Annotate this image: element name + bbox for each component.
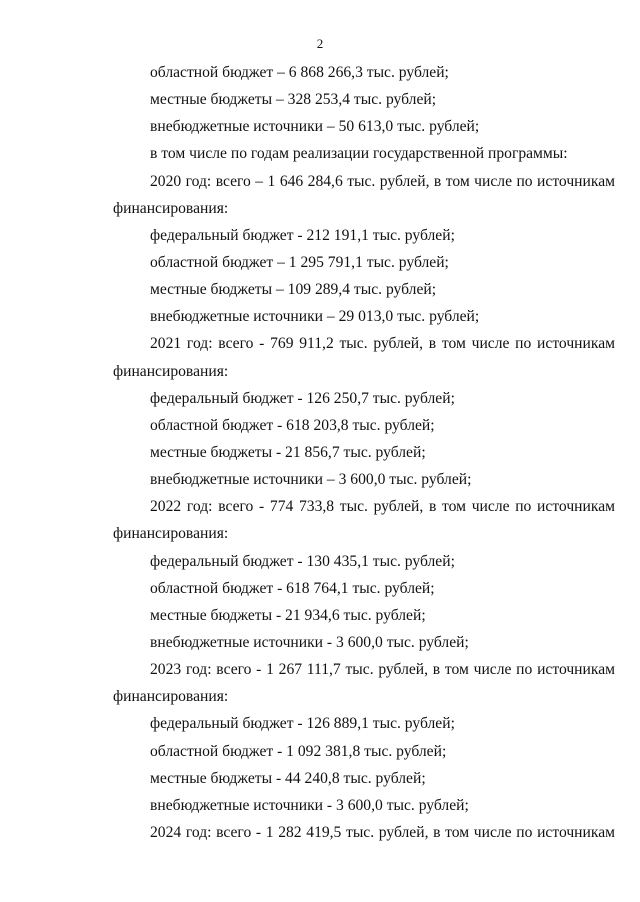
text-line-continuation: финансирования: [113, 362, 229, 380]
text-line: федеральный бюджет - 130 435,1 тыс. рублей; [150, 552, 455, 570]
text-line: местные бюджеты - 21 856,7 тыс. рублей; [150, 443, 426, 461]
text-line: федеральный бюджет - 212 191,1 тыс. рублей; [150, 226, 455, 244]
text-line: областной бюджет - 1 092 381,8 тыс. рублей; [150, 742, 447, 760]
text-line: местные бюджеты - 44 240,8 тыс. рублей; [150, 769, 426, 787]
text-line: 2022 год: всего - 774 733,8 тыс. рублей, в том числе по источникам [150, 498, 615, 516]
text-line: областной бюджет – 1 295 791,1 тыс. рублей; [150, 253, 449, 271]
text-line: федеральный бюджет - 126 889,1 тыс. рублей; [150, 715, 455, 733]
text-line: местные бюджеты – 109 289,4 тыс. рублей; [150, 281, 437, 299]
text-line: местные бюджеты - 21 934,6 тыс. рублей; [150, 606, 426, 624]
text-line: 2023 год: всего - 1 267 111,7 тыс. рублей, в том числе по источникам [150, 661, 615, 679]
text-line: 2020 год: всего – 1 646 284,6 тыс. рублей, в том числе по источникам [150, 172, 615, 190]
text-line-continuation: финансирования: [113, 199, 229, 217]
document-body [113, 59, 615, 846]
text-line: 2024 год: всего - 1 282 419,5 тыс. рублей, в том числе по источникам [150, 823, 615, 841]
text-line: федеральный бюджет - 126 250,7 тыс. рублей; [150, 389, 455, 407]
text-line: областной бюджет - 618 764,1 тыс. рублей; [150, 579, 435, 597]
page-number: 2 [316, 36, 324, 51]
text-line: внебюджетные источники - 3 600,0 тыс. рублей; [150, 796, 469, 814]
text-line-continuation: финансирования: [113, 688, 229, 706]
text-line-continuation: финансирования: [113, 525, 229, 543]
text-line: в том числе по годам реализации государственной программы: [150, 145, 568, 163]
text-line: внебюджетные источники – 3 600,0 тыс. рублей; [150, 471, 472, 489]
text-line: местные бюджеты – 328 253,4 тыс. рублей; [150, 91, 437, 109]
text-line: областной бюджет – 6 868 266,3 тыс. рублей; [150, 64, 449, 81]
text-line: областной бюджет - 618 203,8 тыс. рублей; [150, 416, 435, 434]
text-line: внебюджетные источники – 29 013,0 тыс. рублей; [150, 308, 480, 326]
text-line: внебюджетные источники – 50 613,0 тыс. рублей; [150, 118, 480, 136]
text-line: 2021 год: всего - 769 911,2 тыс. рублей, в том числе по источникам [150, 335, 615, 353]
text-line: внебюджетные источники - 3 600,0 тыс. рублей; [150, 633, 469, 651]
